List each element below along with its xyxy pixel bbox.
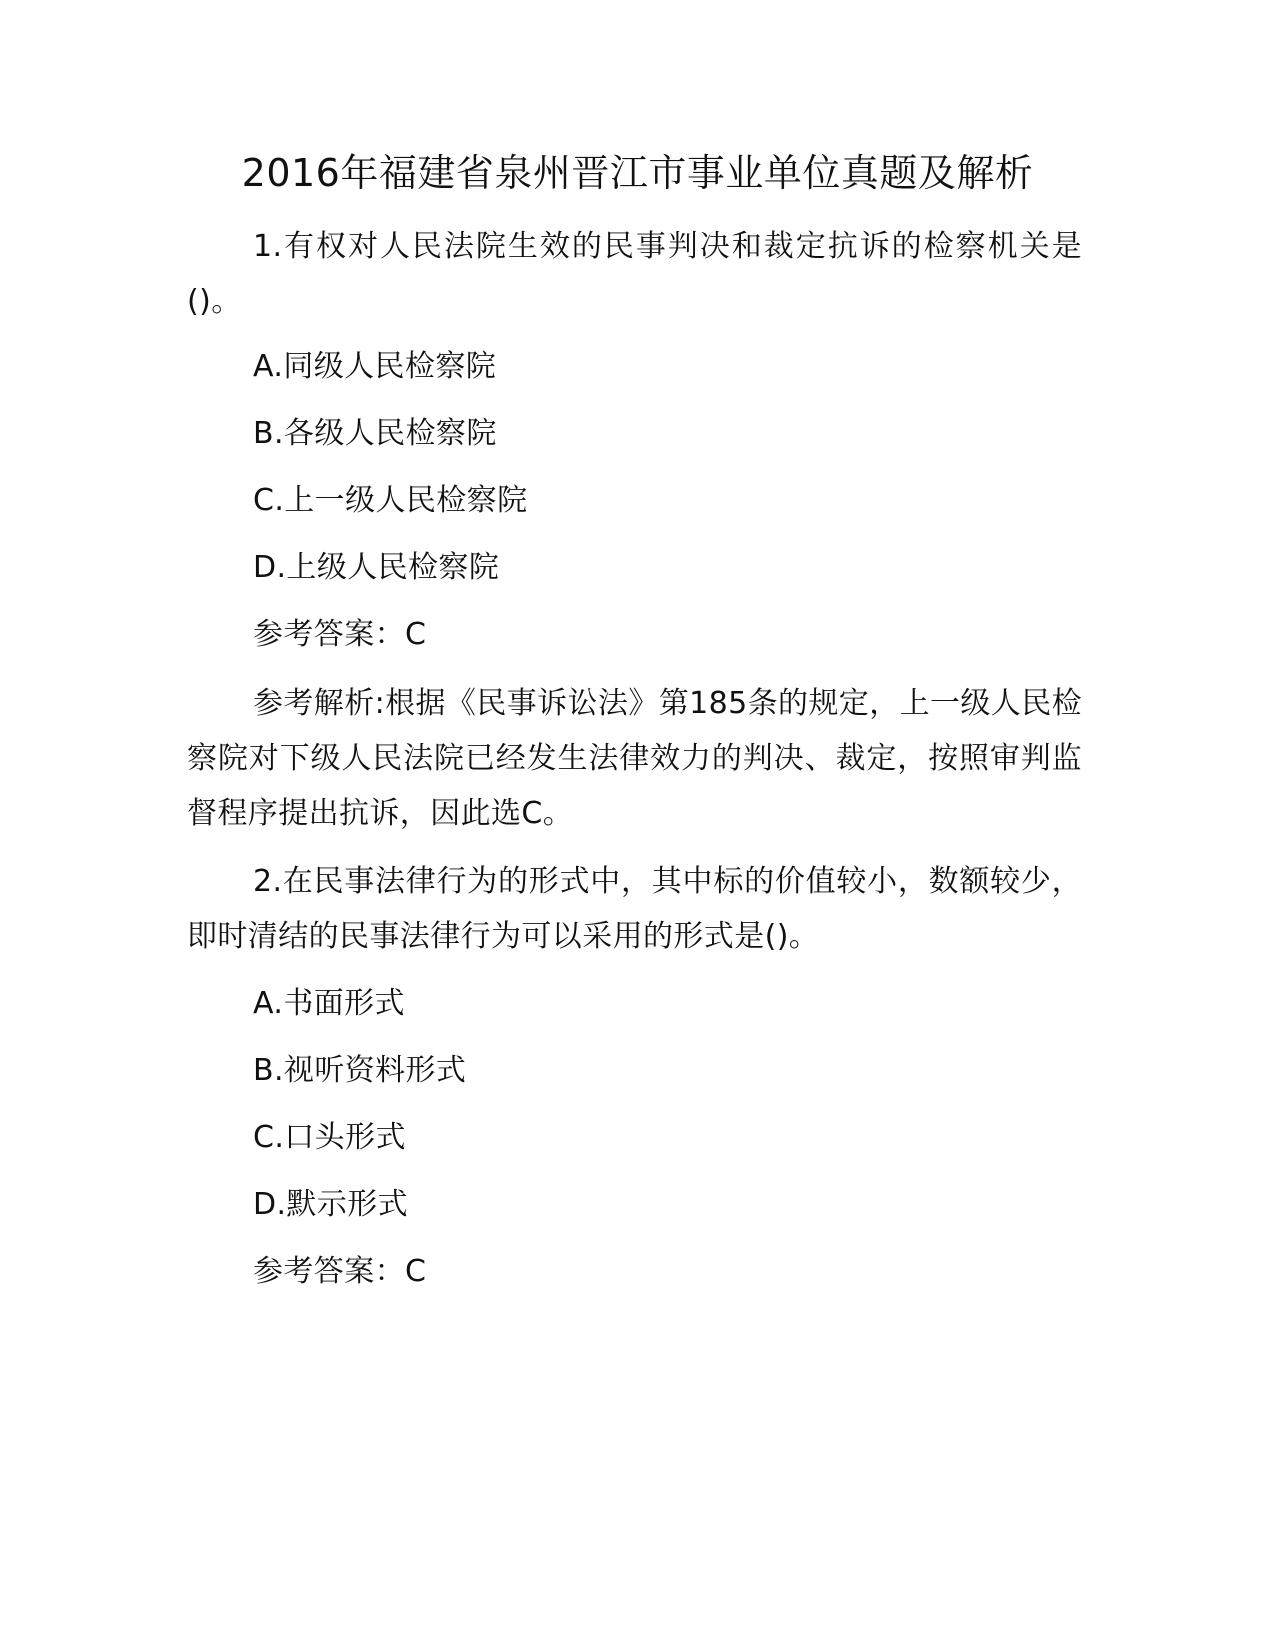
question-2-option-c: C.口头形式 bbox=[253, 1120, 406, 1155]
question-2-option-a: A.书面形式 bbox=[253, 986, 405, 1021]
question-2-answer: 参考答案：C bbox=[253, 1254, 427, 1289]
document-title: 2016年福建省泉州晋江市事业单位真题及解析 bbox=[241, 151, 1034, 195]
question-2-stem: 2.在民事法律行为的形式中，其中标的价值较小，数额较少，即时清结的民事法律行为可以采用的形式是()。 bbox=[187, 864, 1082, 954]
question-1-option-c: C.上一级人民检察院 bbox=[253, 483, 528, 518]
question-1-answer: 参考答案：C bbox=[253, 617, 427, 652]
question-2-option-b: B.视听资料形式 bbox=[253, 1053, 467, 1088]
question-2-option-d: D.默示形式 bbox=[253, 1187, 409, 1222]
question-1-option-a: A.同级人民检察院 bbox=[253, 349, 497, 384]
question-1-analysis: 参考解析:根据《民事诉讼法》第185条的规定，上一级人民检察院对下级人民法院已经发生法律效力的判决、裁定，按照审判监督程序提出抗诉，因此选C。 bbox=[187, 686, 1082, 831]
question-1-stem: 1.有权对人民法院生效的民事判决和裁定抗诉的检察机关是()。 bbox=[187, 229, 1082, 319]
question-1-option-d: D.上级人民检察院 bbox=[253, 550, 500, 585]
question-1-option-b: B.各级人民检察院 bbox=[253, 416, 497, 451]
